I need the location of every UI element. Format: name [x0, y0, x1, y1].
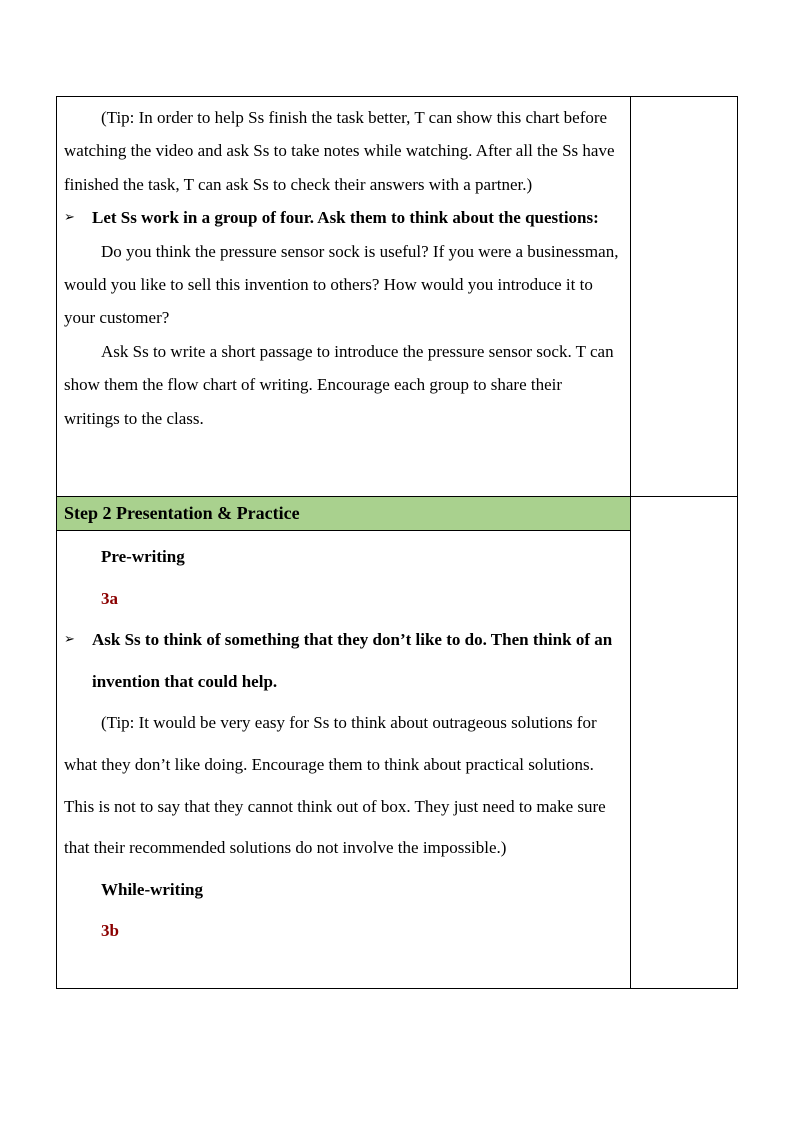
step-header-cell — [57, 497, 631, 531]
bullet-item — [64, 619, 622, 702]
tip-paragraph: (Tip: It would be very easy for Ss to think about outrageous solutions for what they don’t like doing. Encourage them to think about practical solutions. This is not to say that they cannot think out of box. They just need to make sure that their recommended solutions do not involve the impossible.) — [64, 713, 606, 858]
tip-paragraph: (Tip: In order to help Ss finish the task better, T can show this chart before watching the video and ask Ss to take notes while watching. After all the Ss have finished the task, T can ask Ss to check their answers with a partner.) — [64, 108, 615, 194]
while-writing-heading: While-writing — [101, 879, 203, 899]
section-label-3a: 3a — [101, 588, 118, 608]
pre-writing-heading: Pre-writing — [101, 547, 185, 566]
questions-paragraph: Do you think the pressure sensor sock is useful? If you were a businessman, would you like to sell this invention to others? How would you introduce it to your customer? — [64, 241, 619, 328]
table-row-step-header — [57, 497, 738, 531]
step-title: Step 2 Presentation & Practice — [64, 503, 300, 523]
bullet-text: Let Ss work in a group of four. Ask them to think about the questions: — [92, 208, 599, 228]
arrow-bullet-icon: ➢ — [64, 210, 75, 226]
bullet-item — [64, 201, 622, 234]
activity-cell — [57, 97, 631, 497]
notes-cell — [630, 97, 737, 497]
table-row-activities — [57, 97, 738, 497]
bullet-text: Ask Ss to think of something that they don’t like to do. Then think of an invention that could help. — [92, 630, 613, 691]
arrow-bullet-icon: ➢ — [64, 632, 75, 648]
writing-task-paragraph: Ask Ss to write a short passage to introduce the pressure sensor sock. T can show them the flow chart of writing. Encourage each group to share their writings to the class. — [64, 341, 614, 428]
writing-cell — [57, 531, 631, 989]
section-label-3b: 3b — [101, 921, 119, 941]
lesson-plan-table — [56, 96, 738, 989]
notes-cell — [630, 497, 737, 989]
